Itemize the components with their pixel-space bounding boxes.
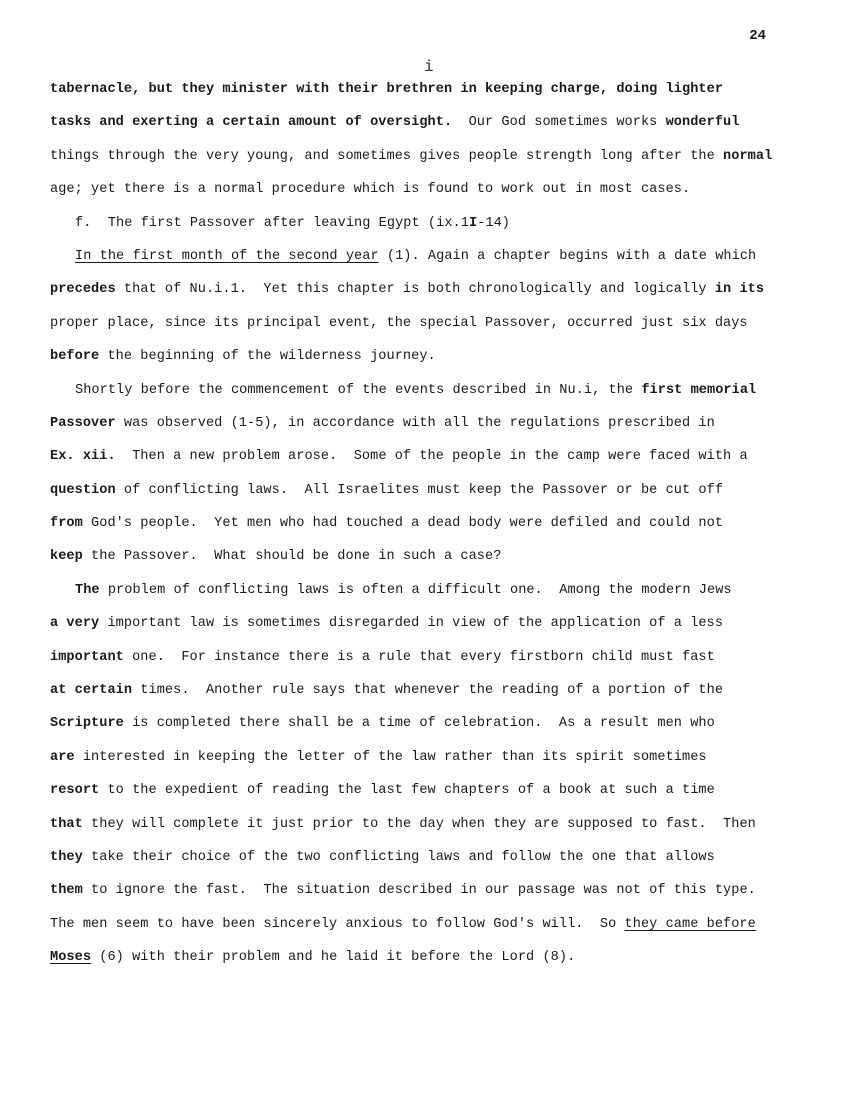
page-number: 24	[749, 28, 766, 44]
text-line	[50, 507, 790, 540]
text-line	[50, 407, 790, 440]
text-segment: problem of conflicting laws is often a difficult one. Among the modern Jews	[99, 582, 732, 598]
text-segment: a very	[50, 616, 100, 632]
text-line	[50, 273, 790, 306]
text-segment: tabernacle, but they minister with their brethren in keeping charge, doing lighter	[50, 82, 724, 97]
text-segment: things through the very young, and sometimes gives people strength long after the	[50, 148, 724, 164]
text-segment: Ex. xii.	[50, 449, 116, 465]
text-line	[50, 674, 790, 707]
text-segment: was observed (1-5), in accordance with all the regulations prescribed in	[115, 415, 715, 431]
text-line	[50, 207, 790, 240]
text-segment: normal	[723, 148, 773, 164]
text-line	[50, 540, 790, 573]
text-segment: The	[75, 582, 100, 598]
text-segment: Moses	[50, 950, 92, 966]
text-line	[50, 307, 790, 340]
text-segment: interested in keeping the letter of the law rather than its spirit sometimes	[74, 749, 707, 765]
text-segment: from	[50, 516, 83, 532]
text-segment: times. Another rule says that whenever the reading of a portion of the	[132, 683, 724, 699]
text-segment: they will complete it just prior to the day when they are supposed to fast. Then	[82, 816, 756, 832]
text-segment: Passover	[50, 415, 116, 431]
text-segment: one. For instance there is a rule that every firstborn child must fast	[123, 649, 715, 665]
text-segment: the Passover. What should be done in such a case?	[82, 549, 502, 565]
text-segment: they came before	[624, 916, 756, 932]
text-segment: them	[50, 883, 83, 899]
text-segment: important	[50, 649, 124, 665]
text-segment: they	[50, 849, 83, 865]
text-segment: God's people. Yet men who had touched a dead body were defiled and could not	[82, 516, 724, 532]
text-segment: The men seem to have been sincerely anxious to follow God's will. So	[50, 916, 625, 932]
text-line	[50, 173, 790, 206]
text-segment: (6) with their problem and he laid it before the Lord (8).	[91, 950, 576, 966]
text-line	[50, 808, 790, 841]
text-segment: first memorial	[641, 382, 757, 398]
text-segment: that of Nu.i.1. Yet this chapter is both chronologically and logically	[115, 282, 715, 298]
text-segment: I	[468, 215, 478, 231]
text-segment: to the expedient of reading the last few chapters of a book at such a time	[99, 783, 715, 799]
text-segment: -14)	[477, 215, 511, 231]
text-segment: in its	[714, 282, 765, 298]
text-segment: before	[50, 349, 100, 365]
text-line	[50, 340, 790, 373]
text-line	[50, 607, 790, 640]
text-line	[50, 641, 790, 674]
text-line	[50, 574, 790, 607]
text-line	[50, 841, 790, 874]
text-segment: the beginning of the wilderness journey.	[99, 349, 436, 365]
text-line	[50, 73, 790, 106]
text-segment: Then a new problem arose. Some of the people in the camp were faced with a	[115, 449, 748, 465]
text-segment: proper place, since its principal event, the special Passover, occurred just six days	[50, 315, 748, 331]
text-line	[50, 774, 790, 807]
text-line	[50, 374, 790, 407]
text-line	[50, 106, 790, 139]
text-segment: Our God sometimes works	[452, 115, 666, 131]
text-segment: Shortly before the commencement of the events described in Nu.i, the	[75, 382, 642, 398]
text-segment: tasks and exerting a certain amount of oversight.	[50, 115, 453, 131]
document-body	[50, 73, 790, 975]
text-segment: keep	[50, 549, 83, 565]
text-line	[50, 741, 790, 774]
text-segment: In the first month of the second year	[75, 248, 379, 264]
text-line	[50, 140, 790, 173]
text-segment: important law is sometimes disregarded in view of the application of a less	[99, 616, 724, 632]
text-segment: to ignore the fast. The situation described in our passage was not of this type.	[82, 883, 756, 899]
text-segment: is completed there shall be a time of celebration. As a result men who	[123, 716, 715, 732]
text-segment: of conflicting laws. All Israelites must keep the Passover or be cut off	[115, 482, 724, 498]
text-segment: precedes	[50, 282, 116, 298]
text-line	[50, 908, 790, 941]
top-margin-mark: i	[424, 58, 434, 76]
text-segment: age; yet there is a normal procedure which is found to work out in most cases.	[50, 182, 691, 198]
text-line	[50, 874, 790, 907]
text-segment: resort	[50, 783, 100, 799]
text-line	[50, 474, 790, 507]
text-segment: Scripture	[50, 716, 124, 732]
text-line	[50, 440, 790, 473]
text-line	[50, 240, 790, 273]
text-segment: that	[50, 816, 83, 832]
text-segment: (1). Again a chapter begins with a date which	[378, 248, 757, 264]
text-segment: at certain	[50, 683, 133, 699]
text-segment: question	[50, 482, 116, 498]
text-segment: take their choice of the two conflicting laws and follow the one that allows	[82, 849, 715, 865]
text-segment: are	[50, 749, 75, 765]
text-line	[50, 707, 790, 740]
text-segment: wonderful	[665, 115, 740, 131]
text-segment: f. The first Passover after leaving Egypt (ix.1	[75, 215, 469, 231]
text-line	[50, 941, 790, 974]
